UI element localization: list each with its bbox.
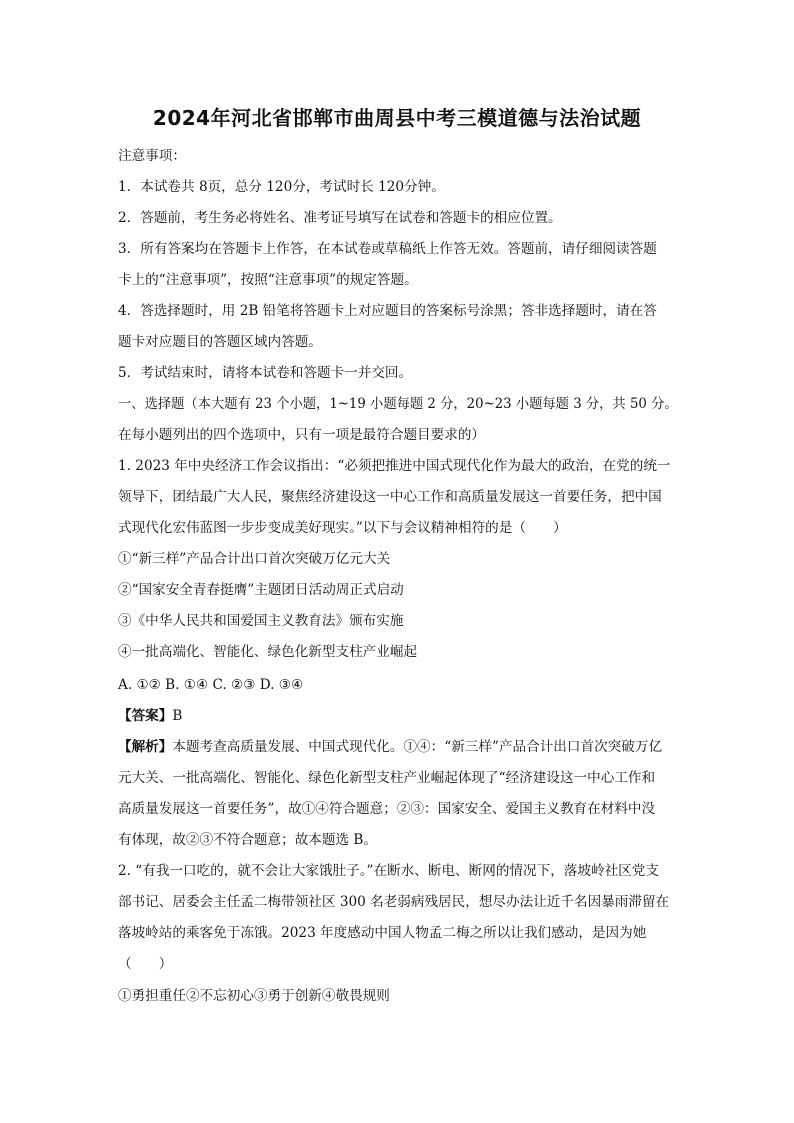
q2-stem-line-4: （ ）	[118, 956, 173, 972]
notice-line-4: 4．答选择题时，用 2B 铅笔将答题卡上对应题目的答案标号涂黑；答非选择题时，请在答	[118, 303, 657, 319]
q2-stem-line-2: 部书记、居委会主任孟二梅带领社区 300 名老弱病残居民，想尽办法让近千名因暴雨滞留在	[118, 894, 670, 910]
q2-stem-line-1: 2. “有我一口吃的，就不会让大家饿肚子。”在断水、断电、断网的情况下，落坡岭社区党支	[118, 863, 659, 879]
q1-option-4: ④一批高端化、智能化、绿色化新型支柱产业崛起	[118, 644, 418, 660]
q2-stem-line-3: 落坡岭站的乘客免于冻饿。2023 年度感动中国人物孟二梅之所以让我们感动，是因为她	[118, 925, 647, 941]
q2-options: ①勇担重任②不忘初心③勇于创新④敬畏规则	[118, 988, 390, 1004]
notice-heading: 注意事项：	[118, 148, 186, 164]
q1-option-3: ③《中华人民共和国爱国主义教育法》颁布实施	[118, 613, 404, 629]
q1-option-1: ①“新三样”产品合计出口首次突破万亿元大关	[118, 551, 391, 567]
q1-analysis-line-3: 高质量发展这一首要任务”，故①④符合题意；②③：国家安全、爱国主义教育在材料中没	[118, 801, 656, 817]
notice-line-4-cont: 题卡对应题目的答题区域内答题。	[118, 334, 322, 350]
q1-choices: A. ①② B. ①④ C. ②③ D. ③④	[118, 677, 304, 693]
notice-line-3-cont: 卡上的“注意事项”，按照“注意事项”的规定答题。	[118, 272, 418, 288]
analysis-tag: 【解析】	[118, 739, 173, 755]
q1-analysis-line-1	[118, 737, 678, 757]
notice-line-5: 5．考试结束时，请将本试卷和答题卡一并交回。	[118, 365, 413, 381]
answer-tag: 【答案】	[118, 708, 173, 724]
q1-stem-line-3: 式现代化宏伟蓝图一步步变成美好现实。”以下与会议精神相符的是（ ）	[118, 520, 567, 536]
q1-analysis-line-4: 有体现，故②③不符合题意；故本题选 B。	[118, 832, 377, 848]
document-title: 2024年河北省邯郸市曲周县中考三模道德与法治试题	[152, 106, 642, 130]
answer-value: B	[172, 708, 183, 724]
q1-option-2: ②“国家安全青春挺膺”主题团日活动周正式启动	[118, 582, 404, 598]
analysis-text: 本题考查高质量发展、中国式现代化。①④：“新三样”产品合计出口首次突破万亿	[172, 739, 663, 755]
section-heading-cont: 在每小题列出的四个选项中，只有一项是最符合题目要求的）	[118, 427, 486, 443]
q1-answer	[118, 706, 678, 726]
notice-line-3: 3．所有答案均在答题卡上作答，在本试卷或草稿纸上作答无效。答题前，请仔细阅读答题	[118, 241, 657, 257]
notice-line-1: 1．本试卷共 8页，总分 120分，考试时长 120分钟。	[118, 179, 445, 195]
notice-line-2: 2．答题前，考生务必将姓名、准考证号填写在试卷和答题卡的相应位置。	[118, 210, 562, 226]
section-heading: 一、选择题（本大题有 23 个小题，1~19 小题每题 2 分，20~23 小题每题 3 分，共 50 分。	[118, 396, 678, 412]
q1-stem-line-1: 1. 2023 年中央经济工作会议指出：“必须把推进中国式现代化作为最大的政治，在党的统一	[118, 458, 671, 474]
q1-analysis-line-2: 元大关、一批高端化、智能化、绿色化新型支柱产业崛起体现了“经济建设这一中心工作和	[118, 770, 656, 786]
q1-stem-line-2: 领导下，团结最广大人民，聚焦经济建设这一中心工作和高质量发展这一首要任务，把中国	[118, 489, 662, 505]
